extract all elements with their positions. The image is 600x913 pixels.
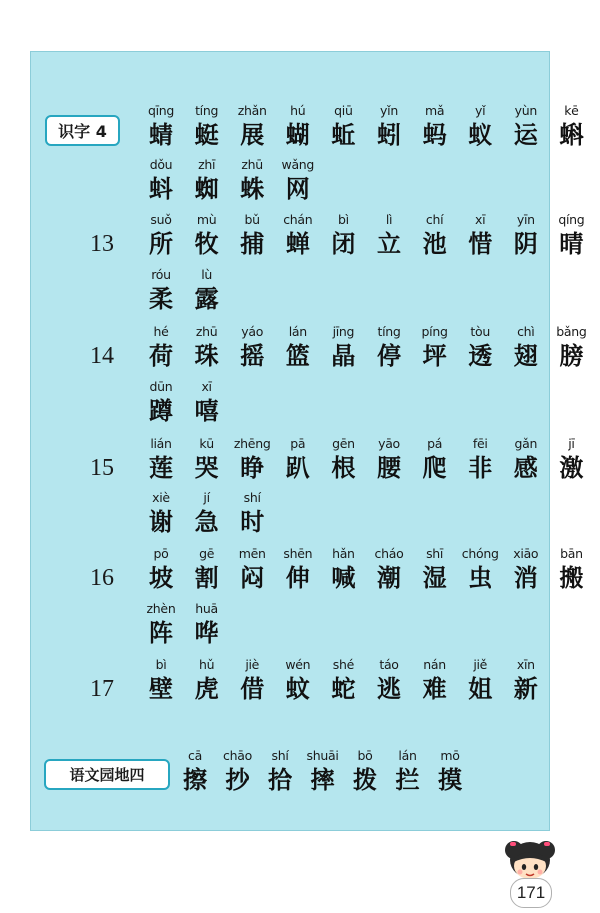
- hanzi: 谢: [149, 507, 173, 536]
- pinyin: yīn: [516, 212, 535, 227]
- pinyin: chóng: [461, 546, 499, 561]
- pinyin: mō: [440, 748, 460, 763]
- pinyin: tòu: [470, 324, 490, 339]
- pinyin: zhēng: [233, 436, 271, 451]
- pinyin: xī: [201, 379, 212, 394]
- vocab-char: [548, 437, 594, 483]
- hanzi: 激: [559, 453, 584, 482]
- pinyin: zhī: [198, 157, 216, 172]
- pinyin: mù: [196, 212, 217, 227]
- hanzi: 所: [149, 229, 173, 258]
- hanzi: 蜘: [194, 174, 219, 203]
- hanzi: 捕: [240, 229, 265, 258]
- vocab-char: [229, 104, 275, 150]
- hanzi: 蛇: [331, 674, 356, 703]
- pinyin: jiě: [473, 657, 488, 672]
- pinyin: gē: [199, 546, 215, 561]
- vocab-char: [138, 437, 184, 483]
- vocab-char: [366, 437, 412, 483]
- vocab-char: [320, 437, 366, 483]
- hanzi: 爬: [422, 453, 447, 482]
- hanzi: 消: [513, 563, 538, 592]
- hanzi: 蹲: [149, 396, 173, 425]
- vocab-char: [184, 602, 230, 648]
- hanzi: 喊: [331, 563, 356, 592]
- vocab-char: [320, 547, 366, 593]
- vocab-char: [229, 437, 275, 483]
- vocab-char: [366, 658, 412, 704]
- vocab-char: [275, 437, 321, 483]
- pinyin: pō: [153, 546, 169, 561]
- hanzi: 牧: [194, 229, 219, 258]
- vocab-char: [184, 547, 230, 593]
- pinyin: tíng: [377, 324, 401, 339]
- vocab-char: [229, 491, 275, 537]
- pinyin: bō: [357, 748, 373, 763]
- vocab-char: [320, 104, 366, 150]
- hanzi: 蚊: [285, 674, 310, 703]
- hanzi: 闭: [331, 229, 356, 258]
- pinyin: shēn: [283, 546, 313, 561]
- vocab-char: [138, 658, 184, 704]
- hanzi: 难: [422, 674, 447, 703]
- lesson-number: 16: [90, 565, 114, 591]
- hanzi: 哭: [194, 453, 219, 482]
- section-label: 识字 4: [45, 115, 120, 146]
- hanzi: 哗: [194, 618, 219, 647]
- vocab-char: [457, 547, 503, 593]
- pinyin: wén: [285, 657, 311, 672]
- pinyin: huā: [195, 601, 218, 616]
- hanzi: 新: [513, 674, 538, 703]
- vocab-char: [366, 325, 412, 371]
- pinyin: zhū: [195, 324, 218, 339]
- hanzi: 膀: [559, 341, 584, 370]
- hanzi: 蛛: [240, 174, 265, 203]
- pinyin: lián: [150, 436, 172, 451]
- pinyin: fēi: [472, 436, 488, 451]
- hanzi: 拦: [395, 765, 420, 794]
- pinyin: cháo: [374, 546, 404, 561]
- hanzi: 非: [468, 453, 493, 482]
- hanzi: 摸: [438, 765, 462, 794]
- vocab-char: [138, 547, 184, 593]
- hanzi: 露: [194, 284, 219, 313]
- pinyin: qīng: [147, 103, 175, 118]
- pinyin: shī: [426, 546, 444, 561]
- vocab-char: [184, 104, 230, 150]
- hanzi: 蚁: [468, 120, 493, 149]
- vocab-char: [138, 158, 184, 204]
- hanzi: 感: [513, 453, 538, 482]
- vocab-char: [229, 213, 275, 259]
- vocab-char: [184, 325, 230, 371]
- pinyin: bǎng: [556, 324, 587, 339]
- hanzi: 坪: [422, 341, 447, 370]
- vocab-char: [229, 325, 275, 371]
- hanzi: 莲: [149, 453, 173, 482]
- vocab-char: [138, 104, 184, 150]
- hanzi: 篮: [285, 341, 310, 370]
- vocab-char: [300, 749, 346, 795]
- pinyin: zhǎn: [237, 103, 267, 118]
- hanzi: 急: [194, 507, 219, 536]
- hanzi: 惜: [468, 229, 493, 258]
- hanzi: 晶: [331, 341, 356, 370]
- vocab-char: [503, 104, 549, 150]
- hanzi: 蚂: [422, 120, 447, 149]
- vocab-char: [184, 658, 230, 704]
- hanzi: 摇: [240, 341, 265, 370]
- hanzi: 蚯: [331, 120, 356, 149]
- vocab-char: [412, 213, 458, 259]
- vocab-char: [138, 602, 184, 648]
- pinyin: píng: [421, 324, 448, 339]
- pinyin: jiè: [245, 657, 260, 672]
- pinyin: yǐn: [380, 103, 398, 118]
- pinyin: gǎn: [514, 436, 538, 451]
- pinyin: shí: [271, 748, 289, 763]
- vocab-char: [412, 658, 458, 704]
- pinyin: róu: [151, 267, 171, 282]
- vocab-char: [184, 437, 230, 483]
- pinyin: tíng: [195, 103, 219, 118]
- vocab-char: [342, 749, 388, 795]
- section-label: 语文园地四: [44, 759, 170, 790]
- vocab-char: [548, 325, 594, 371]
- pinyin: bǔ: [244, 212, 260, 227]
- hanzi: 擦: [183, 765, 207, 794]
- pinyin: xīn: [516, 657, 535, 672]
- vocab-char: [257, 749, 303, 795]
- pinyin: xī: [475, 212, 486, 227]
- hanzi: 抄: [225, 765, 250, 794]
- hanzi: 湿: [422, 563, 447, 592]
- vocab-char: [275, 104, 321, 150]
- vocab-char: [366, 104, 412, 150]
- hanzi: 趴: [285, 453, 310, 482]
- hanzi: 网: [285, 174, 310, 203]
- pinyin: xiè: [152, 490, 170, 505]
- hanzi: 拨: [353, 765, 377, 794]
- pinyin: táo: [379, 657, 399, 672]
- pinyin: hé: [153, 324, 169, 339]
- pinyin: yùn: [514, 103, 537, 118]
- vocab-char: [412, 437, 458, 483]
- pinyin: yāo: [378, 436, 400, 451]
- hanzi: 时: [240, 507, 265, 536]
- hanzi: 晴: [559, 229, 584, 258]
- hanzi: 展: [240, 120, 265, 149]
- pinyin: dūn: [149, 379, 173, 394]
- hanzi: 翅: [513, 341, 538, 370]
- pinyin: lì: [385, 212, 393, 227]
- hanzi: 池: [422, 229, 447, 258]
- lesson-number: 17: [90, 676, 114, 702]
- vocab-char: [366, 213, 412, 259]
- hanzi: 蝉: [285, 229, 310, 258]
- vocab-char: [138, 268, 184, 314]
- pinyin: shí: [243, 490, 261, 505]
- lesson-number: 13: [90, 231, 114, 257]
- hanzi: 根: [331, 453, 356, 482]
- hanzi: 壁: [149, 674, 173, 703]
- vocab-char: [457, 437, 503, 483]
- hanzi: 逃: [377, 674, 401, 703]
- vocab-char: [275, 158, 321, 204]
- lesson-number: 15: [90, 455, 114, 481]
- pinyin: pá: [427, 436, 443, 451]
- pinyin: suǒ: [150, 212, 172, 227]
- vocab-char: [412, 104, 458, 150]
- vocab-char: [503, 547, 549, 593]
- pinyin: lán: [288, 324, 307, 339]
- hanzi: 腰: [377, 453, 401, 482]
- hanzi: 停: [377, 341, 401, 370]
- hanzi: 蝌: [559, 120, 584, 149]
- hanzi: 借: [240, 674, 265, 703]
- vocab-char: [412, 325, 458, 371]
- pinyin: lán: [398, 748, 417, 763]
- pinyin: chì: [517, 324, 535, 339]
- page-number: 171: [510, 878, 552, 908]
- pinyin: jī: [568, 436, 575, 451]
- pinyin: hú: [290, 103, 306, 118]
- hanzi: 闷: [240, 563, 265, 592]
- pinyin: kē: [564, 103, 579, 118]
- pinyin: zhèn: [146, 601, 176, 616]
- pinyin: zhū: [241, 157, 263, 172]
- hanzi: 透: [468, 341, 493, 370]
- pinyin: cā: [188, 748, 202, 763]
- pinyin: bān: [560, 546, 583, 561]
- vocab-char: [184, 491, 230, 537]
- hanzi: 坡: [149, 563, 173, 592]
- pinyin: hǔ: [198, 657, 215, 672]
- vocab-char: [503, 437, 549, 483]
- hanzi: 割: [194, 563, 219, 592]
- pinyin: chāo: [223, 748, 252, 763]
- pinyin: hǎn: [332, 546, 355, 561]
- hanzi: 潮: [377, 563, 401, 592]
- pinyin: yǐ: [475, 103, 486, 118]
- lesson-number: 14: [90, 343, 114, 369]
- hanzi: 嘻: [194, 396, 219, 425]
- hanzi: 摔: [310, 765, 335, 794]
- vocab-char: [412, 547, 458, 593]
- hanzi: 珠: [194, 341, 219, 370]
- vocab-char: [172, 749, 218, 795]
- pinyin: qíng: [558, 212, 585, 227]
- pinyin: jí: [203, 490, 210, 505]
- pinyin: gēn: [332, 436, 355, 451]
- pinyin: qiū: [334, 103, 353, 118]
- vocab-char: [457, 213, 503, 259]
- hanzi: 睁: [240, 453, 265, 482]
- vocab-char: [548, 104, 594, 150]
- vocab-char: [275, 547, 321, 593]
- vocab-char: [275, 325, 321, 371]
- hanzi: 立: [377, 229, 401, 258]
- hanzi: 拾: [268, 765, 292, 794]
- hanzi: 阴: [513, 229, 538, 258]
- pinyin: xiāo: [513, 546, 539, 561]
- hanzi: 虎: [194, 674, 219, 703]
- vocab-char: [215, 749, 261, 795]
- vocab-char: [138, 325, 184, 371]
- vocab-char: [548, 213, 594, 259]
- vocab-char: [184, 213, 230, 259]
- vocab-char: [548, 547, 594, 593]
- vocab-char: [229, 158, 275, 204]
- pinyin: lù: [201, 267, 212, 282]
- pinyin: bì: [155, 657, 167, 672]
- pinyin: mēn: [238, 546, 266, 561]
- pinyin: wǎng: [281, 157, 315, 172]
- vocab-char: [503, 658, 549, 704]
- vocab-char: [503, 213, 549, 259]
- vocab-char: [320, 325, 366, 371]
- vocab-char: [457, 658, 503, 704]
- vocab-char: [184, 268, 230, 314]
- vocab-char: [320, 213, 366, 259]
- hanzi: 虫: [468, 563, 493, 592]
- vocab-char: [366, 547, 412, 593]
- vocab-char: [457, 325, 503, 371]
- vocab-char: [138, 380, 184, 426]
- vocab-char: [503, 325, 549, 371]
- vocab-char: [457, 104, 503, 150]
- pinyin: chán: [283, 212, 313, 227]
- hanzi: 蜻: [149, 120, 173, 149]
- hanzi: 伸: [285, 563, 310, 592]
- vocab-char: [427, 749, 473, 795]
- pinyin: bì: [337, 212, 349, 227]
- pinyin: shé: [332, 657, 354, 672]
- pinyin: dǒu: [149, 157, 173, 172]
- vocab-char: [320, 658, 366, 704]
- vocab-char: [229, 547, 275, 593]
- hanzi: 搬: [559, 563, 584, 592]
- hanzi: 蝴: [285, 120, 310, 149]
- vocab-char: [184, 380, 230, 426]
- vocab-char: [275, 658, 321, 704]
- pinyin: mǎ: [424, 103, 445, 118]
- pinyin: yáo: [241, 324, 264, 339]
- hanzi: 柔: [149, 284, 173, 313]
- pinyin: nán: [423, 657, 446, 672]
- vocab-char: [138, 213, 184, 259]
- hanzi: 蚓: [377, 120, 401, 149]
- hanzi: 阵: [149, 618, 173, 647]
- pinyin: kū: [199, 436, 214, 451]
- vocab-char: [229, 658, 275, 704]
- pinyin: shuāi: [306, 748, 339, 763]
- hanzi: 荷: [149, 341, 173, 370]
- pinyin: pā: [290, 436, 306, 451]
- hanzi: 姐: [468, 674, 493, 703]
- vocab-char: [138, 491, 184, 537]
- vocab-char: [275, 213, 321, 259]
- hanzi: 蜓: [194, 120, 219, 149]
- vocab-char: [385, 749, 431, 795]
- pinyin: chí: [425, 212, 444, 227]
- vocab-char: [184, 158, 230, 204]
- hanzi: 运: [513, 120, 538, 149]
- hanzi: 蚪: [149, 174, 173, 203]
- pinyin: jīng: [332, 324, 355, 339]
